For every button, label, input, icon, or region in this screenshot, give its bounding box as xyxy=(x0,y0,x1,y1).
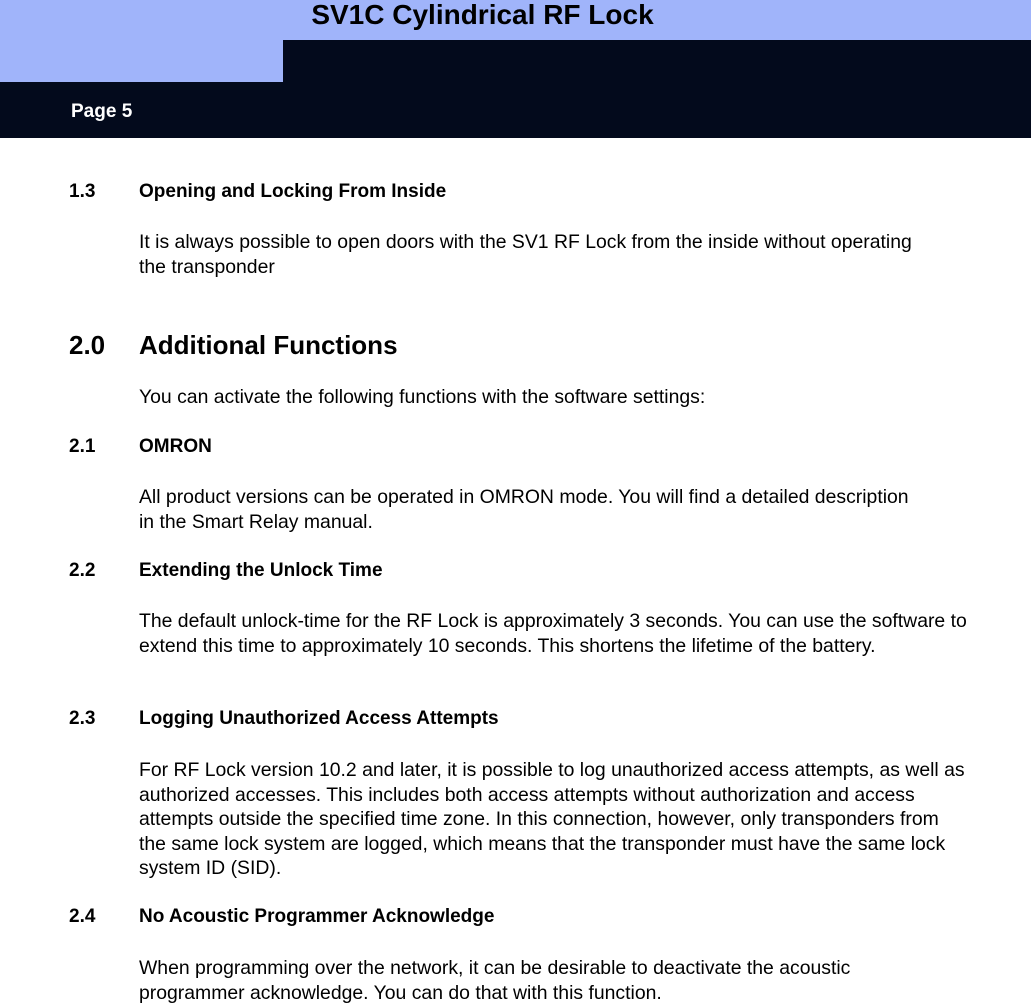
section-heading-2-0: Additional Functions xyxy=(139,330,398,360)
section-heading-2-3: Logging Unauthorized Access Attempts xyxy=(139,708,499,729)
section-body-2-2: The default unlock-time for the RF Lock is approximately 3 seconds. You can use the software to extend this time to approximately 10 seconds. This shortens the lifetime of the battery. xyxy=(139,610,967,657)
section-number-1-3: 1.3 xyxy=(69,181,96,202)
header-left-block xyxy=(0,40,283,82)
page-number-label: Page 5 xyxy=(71,101,133,122)
section-number-2-0: 2.0 xyxy=(69,330,106,360)
section-number-2-1: 2.1 xyxy=(69,436,96,457)
section-body-2-1: All product versions can be operated in OMRON mode. You will find a detailed description in the Smart Relay manual. xyxy=(139,486,909,533)
section-heading-2-4: No Acoustic Programmer Acknowledge xyxy=(139,906,495,927)
header-page-bar xyxy=(0,82,1031,138)
header-dark-band xyxy=(283,40,1031,82)
section-body-2-3: For RF Lock version 10.2 and later, it is possible to log unauthorized access attempts, as well as authorized accesses. This includes both access attempts without authorization and access attempts outside the specified time zone. In this connection, however, only transponders from the same lock system are logged, which means that the transponder must have the same lock system ID (SID). xyxy=(139,759,965,879)
section-heading-1-3: Opening and Locking From Inside xyxy=(139,181,447,202)
section-number-2-3: 2.3 xyxy=(69,708,96,729)
section-body-2-4: When programming over the network, it can be desirable to deactivate the acoustic programmer acknowledge. You can do that with this function. xyxy=(139,957,851,1004)
section-number-2-2: 2.2 xyxy=(69,560,96,581)
section-body-2-0: You can activate the following functions with the software settings: xyxy=(139,386,706,408)
section-heading-2-2: Extending the Unlock Time xyxy=(139,560,383,581)
section-heading-2-1: OMRON xyxy=(139,436,212,457)
section-body-1-3: It is always possible to open doors with the SV1 RF Lock from the inside without operating the transponder xyxy=(139,231,912,278)
document-title: SV1C Cylindrical RF Lock xyxy=(311,0,654,30)
section-number-2-4: 2.4 xyxy=(69,906,96,927)
